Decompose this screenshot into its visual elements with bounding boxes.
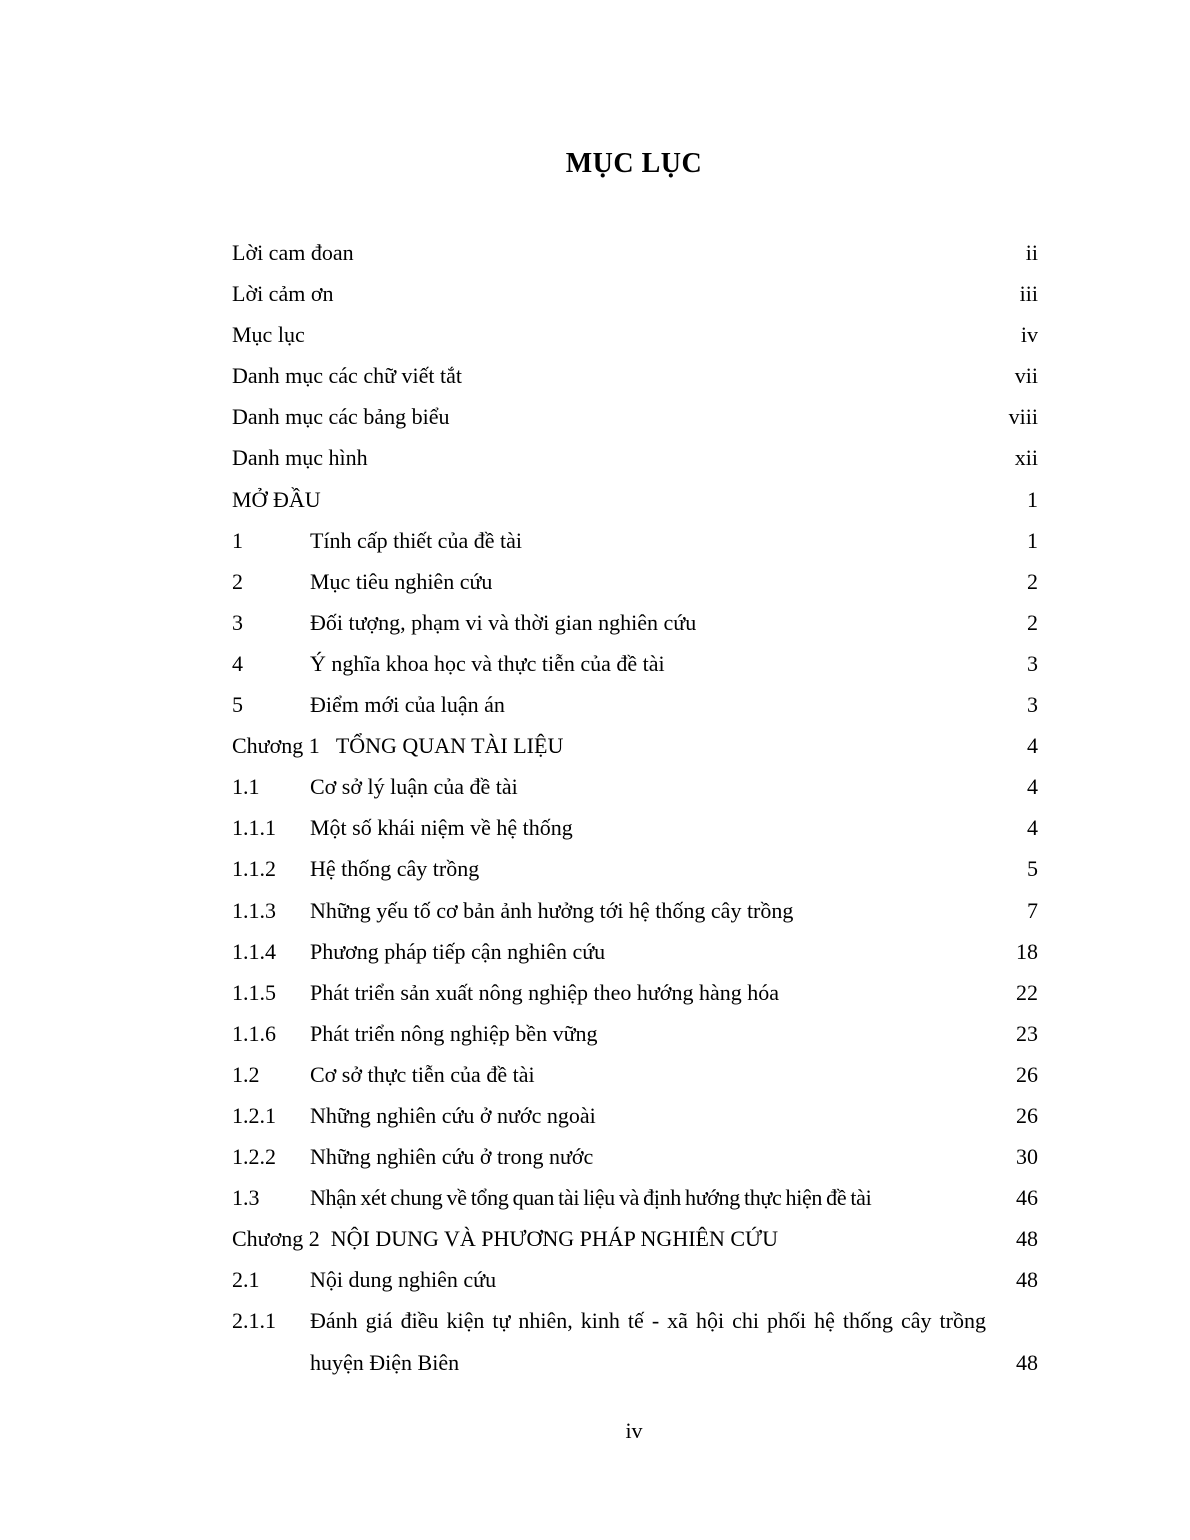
toc-entry-page: 18 <box>1016 938 1038 964</box>
toc-entry-number: 1.1.3 <box>232 897 276 923</box>
toc-entry-number: 4 <box>232 650 243 676</box>
toc-entry-page: 4 <box>1027 774 1038 800</box>
toc-entry <box>232 437 1038 478</box>
toc-entry <box>232 766 1038 807</box>
toc-entry-page: iii <box>1019 281 1038 307</box>
toc-entry-number: 1.1.6 <box>232 1020 276 1046</box>
toc-entry <box>232 1054 1038 1095</box>
toc-entry-page: 26 <box>1016 1102 1038 1128</box>
toc-entry-title: Danh mục hình <box>232 445 368 471</box>
toc-entry-page: 1 <box>1027 486 1038 512</box>
toc-entry-title: Mục tiêu nghiên cứu <box>310 568 493 594</box>
toc-entry-number: 1.2.2 <box>232 1144 276 1170</box>
toc-entry-page: 22 <box>1016 979 1038 1005</box>
toc-entry-title: Đối tượng, phạm vi và thời gian nghiên cứu <box>310 609 697 635</box>
toc-entry-title: Phát triển sản xuất nông nghiệp theo hướng hàng hóa <box>310 979 779 1005</box>
toc-entry-number: 1.2 <box>232 1061 260 1087</box>
toc-entry-page: 1 <box>1027 527 1038 553</box>
toc-chapter-entry <box>232 725 1038 766</box>
toc-entry-page: 5 <box>1027 856 1038 882</box>
toc-entry-title: Nội dung nghiên cứu <box>310 1267 497 1293</box>
toc-entry-title: Một số khái niệm về hệ thống <box>310 815 573 841</box>
toc-entry-title: Danh mục các bảng biểu <box>232 404 450 430</box>
toc-entry-title: MỞ ĐẦU <box>232 486 321 512</box>
toc-entry-title: Điểm mới của luận án <box>310 692 505 718</box>
toc-entry <box>232 602 1038 643</box>
toc-entry <box>232 479 1038 520</box>
toc-entry-number: 1.1 <box>232 774 260 800</box>
toc-entry <box>232 643 1038 684</box>
toc-entry-title: Cơ sở thực tiễn của đề tài <box>310 1061 535 1087</box>
toc-entry <box>232 972 1038 1013</box>
toc-entry-number: 1 <box>232 527 243 553</box>
toc-entry-title: Chương 2 NỘI DUNG VÀ PHƯƠNG PHÁP NGHIÊN CỨU <box>232 1226 778 1252</box>
toc-entry <box>232 931 1038 972</box>
toc-entry-page: ii <box>1025 240 1038 265</box>
toc-entry-title: Tính cấp thiết của đề tài <box>310 527 522 553</box>
toc-entry-page: 48 <box>1016 1267 1038 1293</box>
toc-entry <box>232 848 1038 889</box>
toc-entry-page: 4 <box>1027 815 1038 841</box>
toc-entry-page: viii <box>1008 404 1038 430</box>
toc-entry <box>232 396 1038 437</box>
toc-entry-number: 1.1.5 <box>232 979 276 1005</box>
toc-entry <box>232 355 1038 396</box>
toc-entry <box>232 232 1038 273</box>
toc-entry <box>232 561 1038 602</box>
toc-entry-page: 4 <box>1027 733 1038 759</box>
toc-entry-page: 2 <box>1027 568 1038 594</box>
toc-entry-title: Phát triển nông nghiệp bền vững <box>310 1020 598 1046</box>
table-of-contents <box>232 232 1038 1383</box>
toc-entry-page: 3 <box>1027 650 1038 676</box>
toc-entry <box>232 520 1038 561</box>
toc-entry-number: 1.3 <box>232 1185 260 1211</box>
toc-entry-number: 5 <box>232 692 243 718</box>
toc-entry <box>232 1177 1038 1218</box>
toc-entry <box>232 273 1038 314</box>
toc-entry-title: Chương 1 TỔNG QUAN TÀI LIỆU <box>232 733 564 759</box>
toc-entry-number: 1.2.1 <box>232 1102 276 1128</box>
toc-entry <box>232 1013 1038 1054</box>
toc-entry-title: Danh mục các chữ viết tắt <box>232 363 462 389</box>
toc-entry-title: Phương pháp tiếp cận nghiên cứu <box>310 938 606 964</box>
toc-entry-title: Hệ thống cây trồng <box>310 856 480 882</box>
toc-entry-number: 1.1.4 <box>232 938 276 964</box>
toc-entry-page: vii <box>1014 363 1038 389</box>
page-title: MỤC LỤC <box>565 148 703 179</box>
toc-entry-title: Những yếu tố cơ bản ảnh hưởng tới hệ thống cây trồng <box>310 897 794 923</box>
toc-entry <box>232 684 1038 725</box>
toc-entry-title: Lời cam đoan <box>232 240 354 265</box>
toc-entry-title: Ý nghĩa khoa học và thực tiễn của đề tài <box>310 650 665 676</box>
toc-entry-number: 3 <box>232 609 243 635</box>
toc-entry-number: 2.1.1 <box>232 1308 276 1334</box>
toc-entry-number: 1.1.2 <box>232 856 276 882</box>
toc-entry <box>232 1136 1038 1177</box>
toc-entry-page: 7 <box>1027 897 1038 923</box>
toc-entry <box>232 807 1038 848</box>
toc-entry-page: iv <box>1020 322 1038 348</box>
toc-entry <box>232 1300 1038 1382</box>
toc-entry-title: Những nghiên cứu ở nước ngoài <box>310 1102 596 1128</box>
toc-entry <box>232 1095 1038 1136</box>
toc-entry-title: Nhận xét chung về tổng quan tài liệu và định hướng thực hiện đề tài <box>310 1185 872 1211</box>
toc-entry-page: 30 <box>1016 1144 1038 1170</box>
toc-entry-page: 48 <box>1016 1226 1038 1252</box>
toc-entry-title: Lời cảm ơn <box>232 281 334 307</box>
toc-entry-page: xii <box>1014 445 1038 471</box>
toc-entry-page: 48 <box>1016 1349 1038 1375</box>
toc-entry-title: Những nghiên cứu ở trong nước <box>310 1144 594 1170</box>
toc-entry <box>232 890 1038 931</box>
toc-entry-page: 3 <box>1027 692 1038 718</box>
toc-entry-title: Cơ sở lý luận của đề tài <box>310 774 518 800</box>
toc-entry-number: 2 <box>232 568 243 594</box>
page-number: iv <box>625 1418 643 1443</box>
toc-entry-number: 2.1 <box>232 1267 260 1293</box>
toc-chapter-entry <box>232 1218 1038 1259</box>
toc-entry-page: 2 <box>1027 609 1038 635</box>
toc-entry <box>232 314 1038 355</box>
toc-entry-title: Mục lục <box>232 322 305 348</box>
toc-entry-page: 46 <box>1016 1185 1038 1211</box>
toc-entry-page: 23 <box>1016 1020 1038 1046</box>
toc-entry-title: Đánh giá điều kiện tự nhiên, kinh tế - xã hội chi phối hệ thống cây trồng huyện Điện Biên <box>310 1308 986 1375</box>
toc-entry <box>232 1259 1038 1300</box>
toc-entry-page: 26 <box>1016 1061 1038 1087</box>
toc-entry-number: 1.1.1 <box>232 815 276 841</box>
